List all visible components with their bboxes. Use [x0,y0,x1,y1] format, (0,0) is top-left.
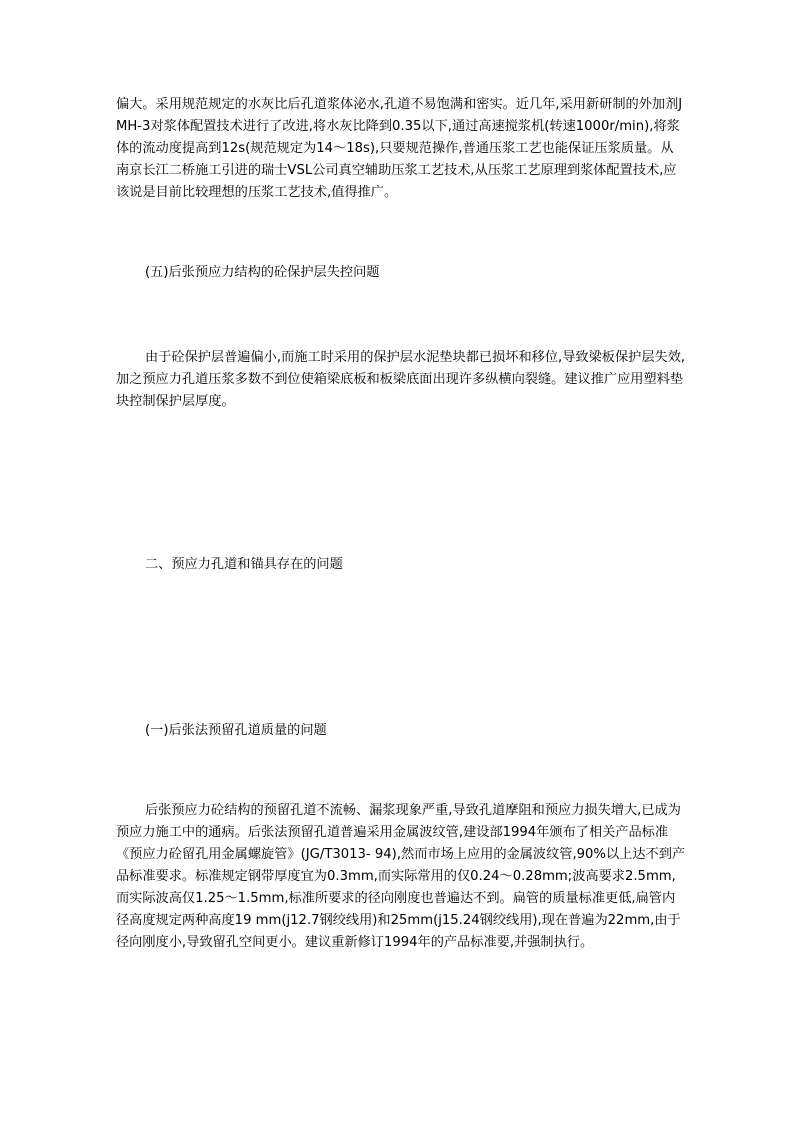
paragraph-concrete-cover: 由于砼保护层普遍偏小,而施工时采用的保护层水泥垫块都已损坏和移位,导致梁板保护层失效,加之预应力孔道压浆多数不到位使箱梁底板和板梁底面出现许多纵横向裂缝。建议推广应用塑料垫块控制保护层厚度。 [116,350,686,409]
paragraph-reserved-duct-quality: 后张预应力砼结构的预留孔道不流畅、漏浆现象严重,导致孔道摩阻和预应力损失增大,已成为预应力施工中的通病。后张法预留孔道普遍采用金属波纹管,建设部1994年颁布了相关产品标准《预应力砼留孔用金属螺旋管》(JG/T3013- 94),然而市场上应用的金属波纹管,90%以上达不到产品标准要求。标准规定钢带厚度宜为0.3mm,而实际常用的仅0.24～0.28mm;波高要求2.5mm,而实际波高仅1.25～1.5mm,标准所要求的径向刚度也普遍达不到。扁管的质量标准更低,扁管内径高度规定两种高度19 mm(j12.7钢绞线用)和25mm(j15.24钢绞线用),现在普遍为22mm,由于径向刚度小,导致留孔空间更小。建议重新修订1994年的产品标准要,并强制执行。 [116,803,686,950]
heading-ducts-and-anchors: 二、预应力孔道和锚具存在的问题 [145,557,343,572]
heading-reserved-duct-quality: (一)后张法预留孔道质量的问题 [145,723,327,738]
heading-concrete-cover: (五)后张预应力结构的砼保护层失控问题 [145,265,380,280]
paragraph-water-cement-ratio: 偏大。采用规范规定的水灰比后孔道浆体泌水,孔道不易饱满和密实。近几年,采用新研制的外加剂JMH-3对浆体配置技术进行了改进,将水灰比降到0.35以下,通过高速搅浆机(转速1000r/min),将浆体的流动度提高到12s(规范规定为14～18s),只要规范操作,普通压浆工艺也能保证压浆质量。从南京长江二桥施工引进的瑞士VSL公司真空辅助压浆工艺技术,从压浆工艺原理到浆体配置技术,应该说是目前比较理想的压浆工艺技术,值得推广。 [116,97,683,200]
